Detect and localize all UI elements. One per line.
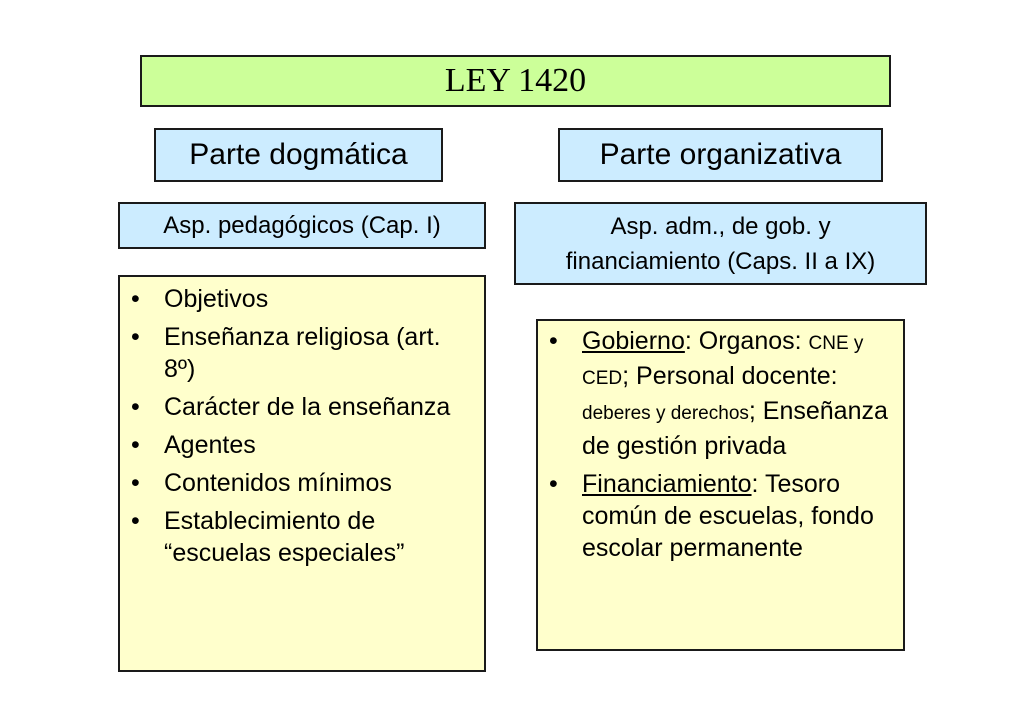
gobierno-organs: CNE y CED xyxy=(582,333,864,389)
pedagogical-topics-list xyxy=(118,275,486,672)
list-item: • Objetivos xyxy=(128,283,476,315)
financiamiento-term: Financiamiento xyxy=(582,470,752,498)
financiamiento-item xyxy=(546,468,895,564)
gobierno-text-1: : Organos: xyxy=(684,327,809,355)
law-title: LEY 1420 xyxy=(140,55,891,107)
organizational-topics-list xyxy=(536,319,905,651)
list-item: • Agentes xyxy=(128,429,476,461)
list-item: • Carácter de la enseñanza xyxy=(128,391,476,423)
gobierno-text-3: ; Enseñanza de gestión privada xyxy=(582,397,888,460)
dogmatic-part-header: Parte dogmática xyxy=(154,128,443,182)
list-item: • Establecimiento de “escuelas especiales” xyxy=(128,505,476,569)
gobierno-text-2: ; Personal docente: xyxy=(622,362,838,390)
administrative-aspects-box xyxy=(514,202,927,285)
pedagogical-aspects-box: Asp. pedagógicos (Cap. I) xyxy=(118,202,486,249)
list-item: • Contenidos mínimos xyxy=(128,467,476,499)
administrative-aspects-line1: Asp. adm., de gob. y xyxy=(610,212,831,240)
gobierno-item xyxy=(546,325,895,462)
gobierno-duties: deberes y derechos xyxy=(582,403,749,424)
financiamiento-text: : Tesoro común de escuelas, fondo escolar permanente xyxy=(582,470,874,562)
gobierno-term: Gobierno xyxy=(582,327,685,355)
administrative-aspects-line2: financiamiento (Caps. II a IX) xyxy=(565,247,876,275)
list-item: • Enseñanza religiosa (art. 8º) xyxy=(128,321,476,385)
organizational-part-header: Parte organizativa xyxy=(558,128,883,182)
